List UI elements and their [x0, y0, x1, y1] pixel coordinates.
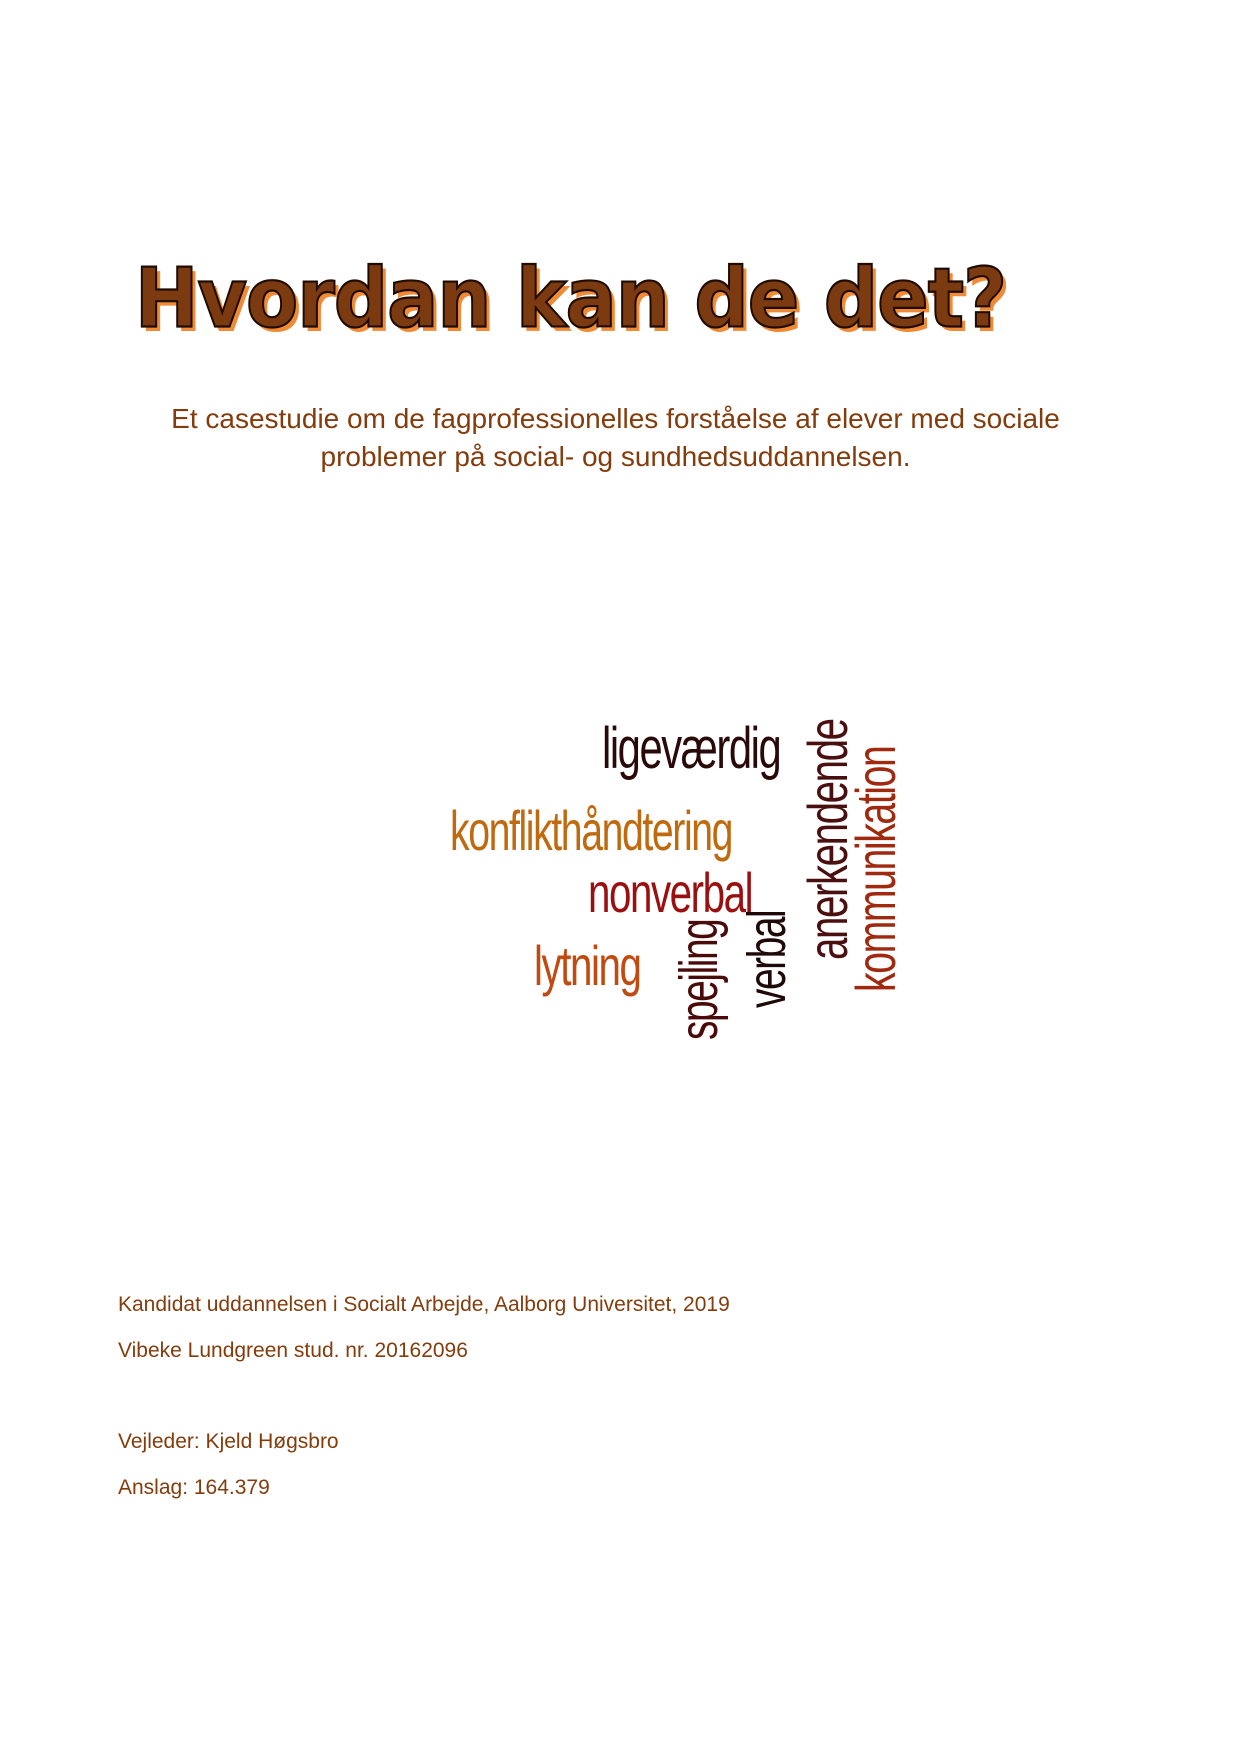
- word-anerkendende: anerkendende: [796, 719, 859, 960]
- word-cloud: [440, 620, 910, 1060]
- word-verbal: verbal: [737, 910, 797, 1008]
- word-ligevaerdig: ligeværdig: [602, 716, 781, 781]
- word-spejling: spejling: [669, 919, 729, 1040]
- author-info: Vibeke Lundgreen stud. nr. 20162096: [118, 1339, 468, 1362]
- word-konflikthaandtering: konflikthåndtering: [450, 799, 733, 862]
- word-nonverbal: nonverbal: [588, 861, 753, 924]
- program-info: Kandidat uddannelsen i Socialt Arbejde, Aalborg Universitet, 2019: [118, 1293, 730, 1316]
- word-lytning: lytning: [534, 934, 641, 997]
- subtitle-line-1: Et casestudie om de fagprofessionelles forståelse af elever med sociale: [171, 403, 1060, 434]
- subtitle: [0, 400, 1241, 476]
- subtitle-line-2: problemer på social- og sundhedsuddannelsen.: [320, 441, 911, 472]
- character-count: Anslag: 164.379: [118, 1476, 270, 1499]
- page-title: Hvordan kan de det?: [134, 250, 1007, 347]
- supervisor-info: Vejleder: Kjeld Høgsbro: [118, 1430, 339, 1453]
- word-kommunikation: kommunikation: [844, 746, 907, 992]
